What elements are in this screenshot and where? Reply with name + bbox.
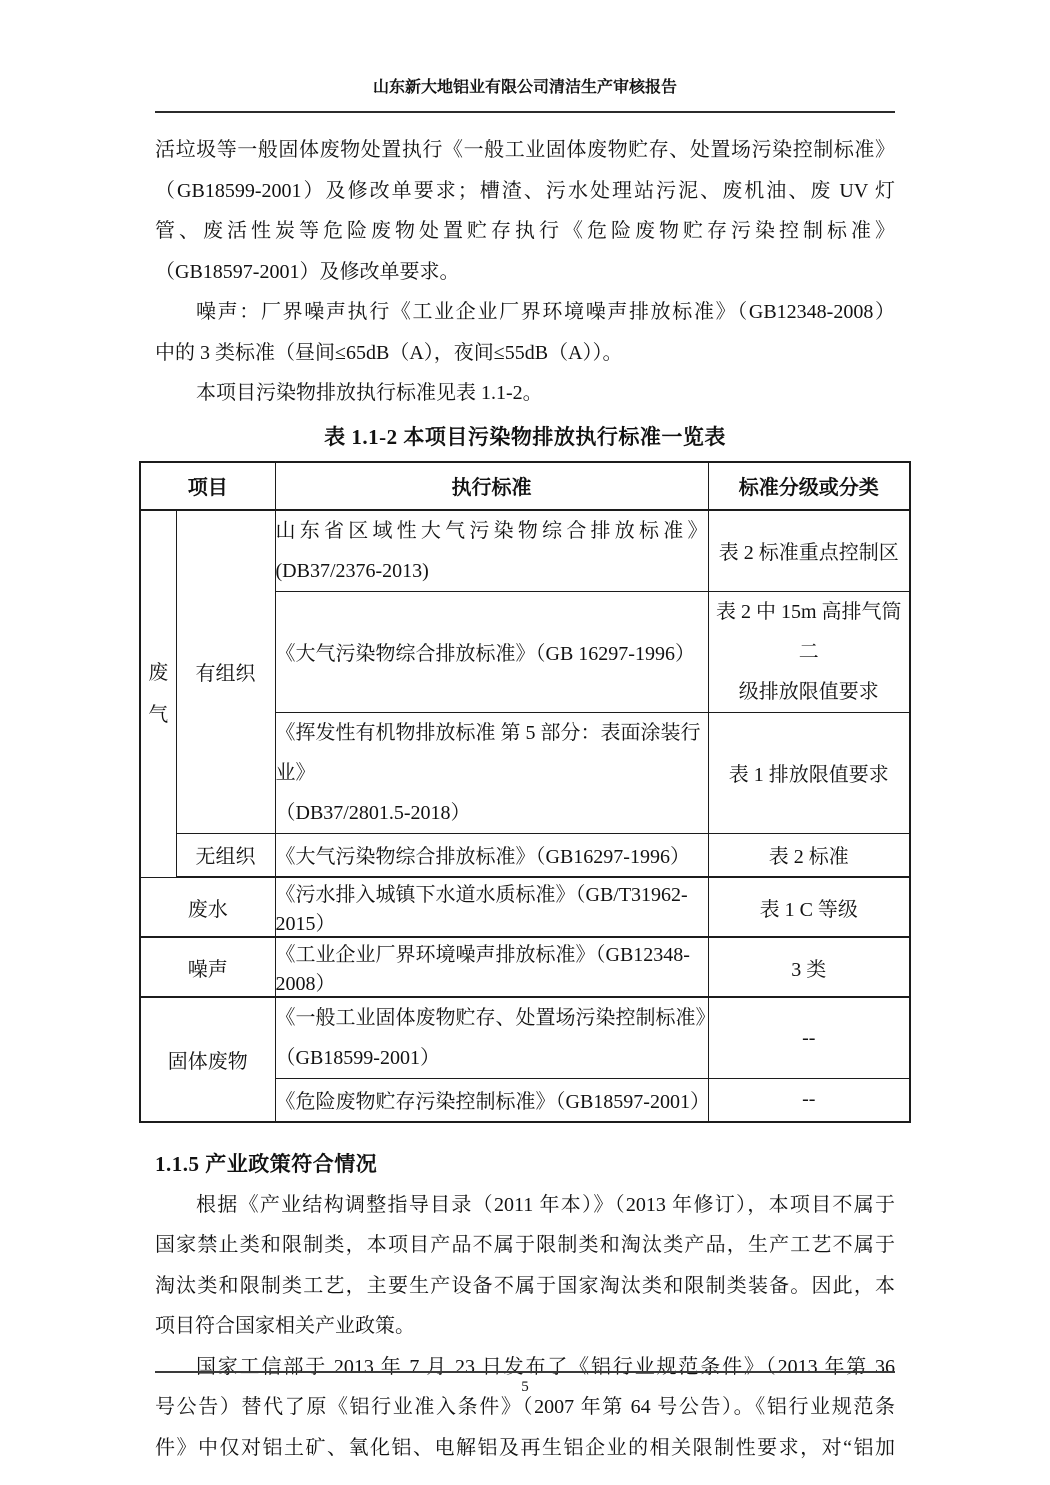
cell-class-dash-2: --: [708, 1079, 910, 1122]
paragraph-table-reference: [155, 373, 895, 414]
table-row: [140, 833, 910, 877]
column-header-classification: 标准分级或分类: [708, 462, 910, 510]
column-header-item: 项目: [140, 462, 275, 510]
table-row: [140, 510, 910, 592]
text-line: 根据《产业结构调整指导目录（2011 年本）》（2013 年修订），本项目不属于: [196, 1193, 895, 1216]
table-header-row: [140, 462, 910, 510]
text-line: 国家禁止类和限制类，本项目产品不属于限制类和淘汰类产品，生产工艺不属于: [155, 1234, 895, 1256]
cell-solid-waste: 固体废物: [140, 997, 275, 1122]
text-line: 国家工信部于 2013 年 7 月 23 日发布了《铝行业规范条件》（2013 年第 36: [196, 1355, 895, 1378]
cell-standard-gb16297-unorganized: 《大气污染物综合排放标准》（GB16297-1996）: [275, 833, 708, 877]
cell-noise: 噪声: [140, 937, 275, 997]
cell-standard-hazardous-waste: 《危险废物贮存污染控制标准》（GB18597-2001）: [275, 1079, 708, 1122]
page-content: [148, 130, 902, 1468]
cell-standard-sewage-pipeline: 《污水排入城镇下水道水质标准》（GB/T31962-2015）: [275, 877, 708, 937]
text-line: 中的 3 类标准（昼间≤65dB（A），夜间≤55dB（A））。: [155, 341, 623, 364]
text-line: 项目符合国家相关产业政策。: [155, 1315, 415, 1337]
cell-standard-general-solid-waste: 《一般工业固体废物贮存、处置场污染控制标准》 （GB18599-2001）: [275, 997, 708, 1079]
running-header-title: 山东新大地铝业有限公司清洁生产审核报告: [372, 79, 677, 96]
cell-unorganized: 无组织: [176, 833, 275, 877]
table-title: 表 1.1-2 本项目污染物排放执行标准一览表: [324, 424, 726, 449]
cell-class-table1-limit: 表 1 排放限值要求: [708, 712, 910, 833]
text-line: 管、废活性炭等危险废物处置贮存执行《危险废物贮存污染控制标准》: [155, 220, 895, 242]
table-row: [140, 997, 910, 1079]
cell-class-table2: 表 2 标准: [708, 833, 910, 877]
cell-standard-gb16297-organized: 《大气污染物综合排放标准》（GB 16297-1996）: [275, 591, 708, 712]
text-line: （GB18599-2001）及修改单要求；槽渣、污水处理站污泥、废机油、废 UV 灯: [155, 179, 895, 202]
page-number: 5: [521, 1379, 529, 1395]
cell-organized: 有组织: [176, 510, 275, 834]
table-row: [140, 877, 910, 937]
text-line: （GB18597-2001）及修改单要求。: [155, 260, 460, 283]
cell-class-dash-1: --: [708, 997, 910, 1079]
page-footer: [155, 1371, 895, 1397]
emission-standards-table: [139, 461, 911, 1123]
cell-class-table2-key-zone: 表 2 标准重点控制区: [708, 510, 910, 592]
cell-wastewater: 废水: [140, 877, 275, 937]
section-heading-115: 1.1.5 产业政策符合情况: [155, 1151, 378, 1176]
paragraph-industrial-policy: [155, 1185, 895, 1347]
paragraph-miit-announcement: [155, 1347, 895, 1469]
cell-class-category3: 3 类: [708, 937, 910, 997]
cell-waste-gas: 废气: [140, 510, 176, 878]
text-line: 淘汰类和限制类工艺，主要生产设备不属于国家淘汰类和限制类装备。因此，本: [155, 1274, 895, 1297]
column-header-standard: 执行标准: [275, 462, 708, 510]
cell-standard-voc-coating: 《挥发性有机物排放标准 第 5 部分：表面涂装行业》 （DB37/2801.5-2018）: [275, 712, 708, 833]
cell-standard-shandong-regional: 山东省区域性大气污染物综合排放标准》 (DB37/2376-2013): [275, 510, 708, 592]
cell-class-table1-grade-c: 表 1 C 等级: [708, 877, 910, 937]
text-line: 噪声：厂界噪声执行《工业企业厂界环境噪声排放标准》（GB12348-2008）: [196, 301, 895, 323]
text-line: 件》中仅对铝土矿、氧化铝、电解铝及再生铝企业的相关限制性要求，对“铝加: [155, 1436, 895, 1459]
cell-class-15m-stack: 表 2 中 15m 高排气筒二 级排放限值要求: [708, 591, 910, 712]
table-row: [140, 937, 910, 997]
cell-standard-boundary-noise: 《工业企业厂界环境噪声排放标准》（GB12348-2008）: [275, 937, 708, 997]
text-line: 活垃圾等一般固体废物处置执行《一般工业固体废物贮存、处置场污染控制标准》: [155, 139, 895, 161]
page-header: [155, 78, 895, 113]
paragraph-noise-standards: [155, 292, 895, 373]
text-line: 本项目污染物排放执行标准见表 1.1-2。: [196, 382, 543, 404]
text-line: 号公告）替代了原《铝行业准入条件》（2007 年第 64 号公告）。《铝行业规范条: [155, 1396, 895, 1418]
paragraph-solid-waste-standards: [155, 130, 895, 292]
